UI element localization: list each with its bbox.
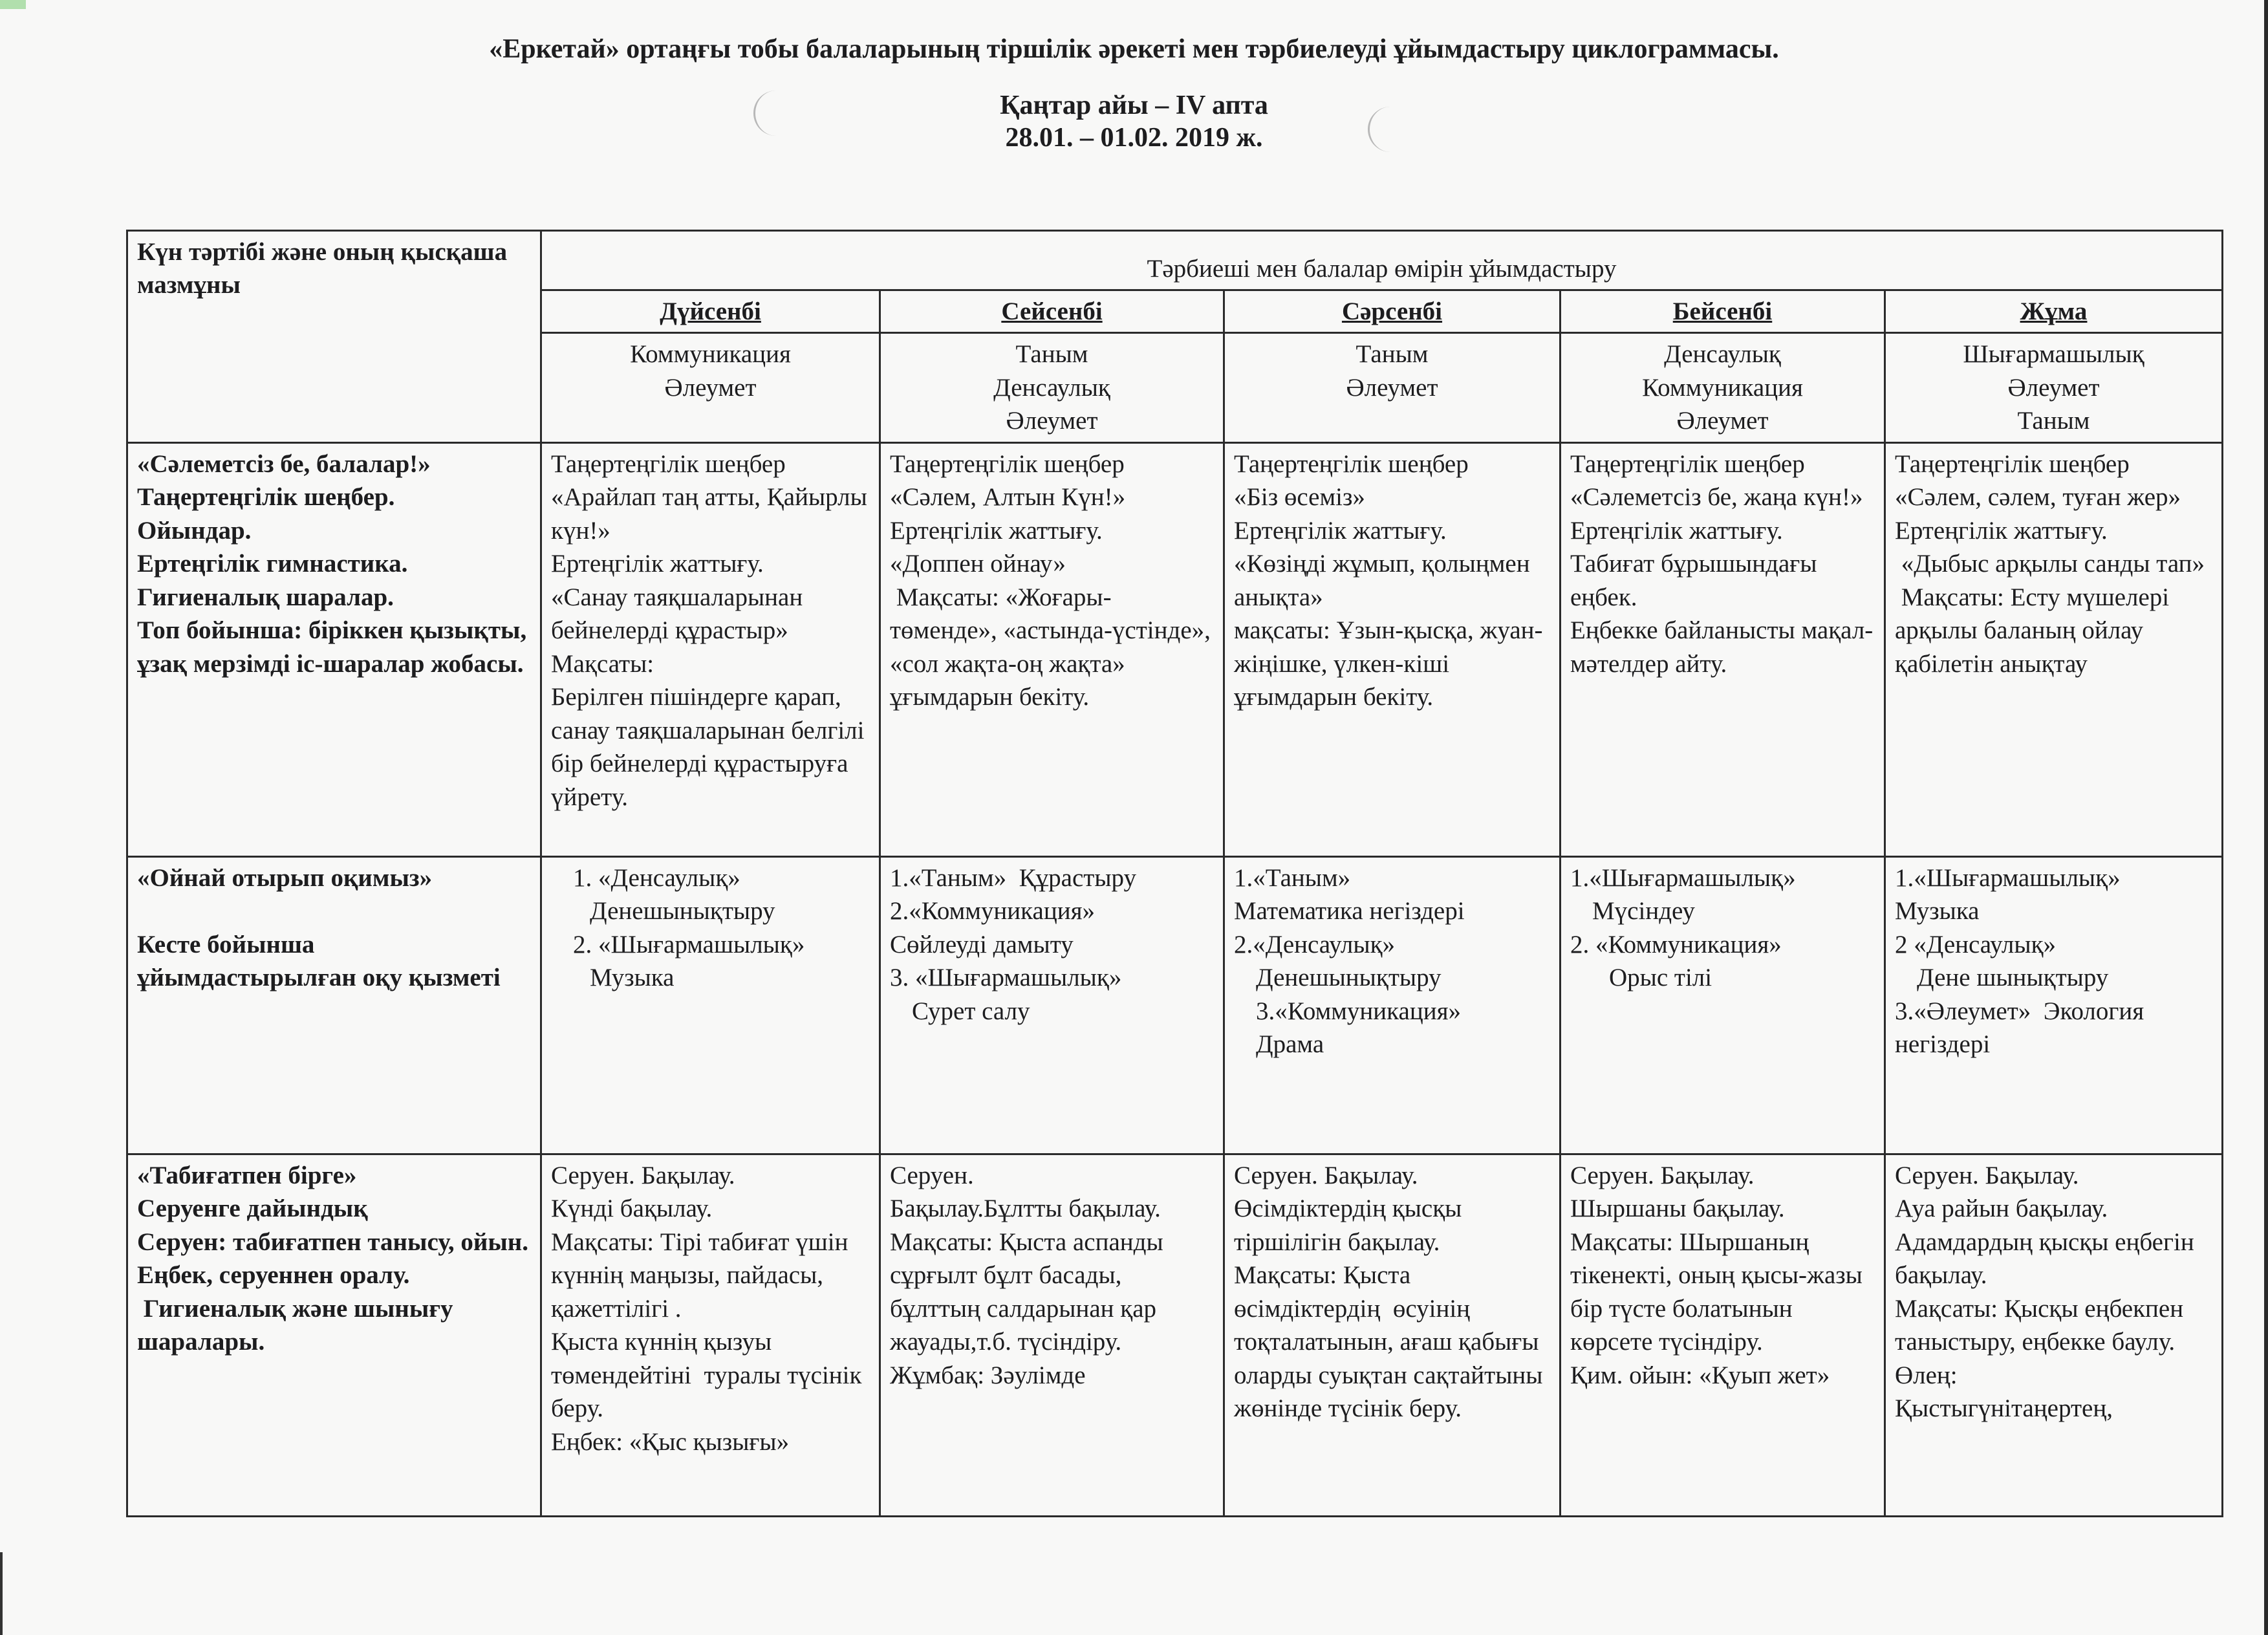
cell-line: Қыстыгүнітаңертең,: [1895, 1394, 2113, 1423]
cell-line: Мақсаты: Қыста аспанды сұрғылт бұлт басады, бұлттың салдарынан қар жауады,т.б. түсіндіру.: [890, 1228, 1170, 1356]
area-label: Денсаулық: [1664, 340, 1781, 369]
row-header-line: «Табиғатпен бірге»: [137, 1161, 357, 1189]
cell-line: Денешынықтыру: [590, 897, 775, 926]
cell-walk-thursday: [1561, 1154, 1885, 1516]
area-label: Әлеумет: [1346, 373, 1438, 402]
cell-line: Адамдардың қысқы еңбегін бақылау.: [1895, 1228, 2201, 1290]
cell-line: Мақсаты:: [551, 649, 654, 678]
day-name: Сейсенбі: [1001, 298, 1103, 325]
cell-line: Серуен. Бақылау.: [1234, 1161, 1418, 1189]
day-areas-wednesday: [1224, 333, 1561, 442]
cell-line: 2.«Денсаулық»: [1234, 930, 1396, 958]
scan-edge-left: [0, 1552, 3, 1635]
row-header-walk: [127, 1154, 541, 1516]
cell-line: 2 «Денсаулық»: [1895, 930, 2057, 958]
cell-line: 2.«Коммуникация»: [890, 897, 1096, 926]
cell-line: Орыс тілі: [1609, 964, 1712, 992]
day-areas-tuesday: [880, 333, 1224, 442]
cell-line: Қим. ойын: «Қуып жет»: [1570, 1361, 1830, 1389]
row-header-line: Топ бойынша: біріккен қызықты, ұзақ мерзімді іс-шаралар жобасы.: [137, 616, 534, 678]
corner-header: [127, 231, 541, 443]
day-areas-monday: [541, 333, 880, 442]
cell-line: Серуен. Бақылау.: [1895, 1161, 2079, 1189]
day-name: Дүйсенбі: [660, 298, 761, 325]
cell-lessons-monday: [541, 856, 880, 1154]
cell-line: Мақсаты: Шыршаның тікенекті, оның қысы-жазы бір түсте болатынын көрсете түсіндіру.: [1570, 1228, 1869, 1356]
row-header-line: Ертеңгілік гимнастика.: [137, 550, 408, 578]
scan-edge-right: [2264, 0, 2268, 1635]
cell-line: Ауа райын бақылау.: [1895, 1195, 2108, 1223]
cyclogram-table: [126, 230, 2223, 1517]
area-label: Әлеумет: [1006, 407, 1098, 435]
org-header-text: Тәрбиеші мен балалар өмірін ұйымдастыру: [1147, 254, 1617, 283]
day-name: Бейсенбі: [1672, 298, 1773, 325]
cell-line: Дене шынықтыру: [1917, 964, 2109, 992]
cell-line: 1.«Таным»: [1234, 863, 1351, 892]
cell-morning-monday: [541, 442, 880, 856]
org-header: [541, 231, 2223, 290]
row-header-line: Еңбек, серуеннен оралу.: [137, 1261, 410, 1290]
cell-line: Өсімдіктердің қысқы тіршілігін бақылау.: [1234, 1195, 1469, 1256]
cell-line: 3.«Әлеумет» Экология негіздері: [1895, 997, 2150, 1059]
cell-line: 3.«Коммуникация»: [1256, 997, 1462, 1025]
cell-line: Сурет салу: [912, 997, 1030, 1025]
cell-line: Мақсаты: Тірі табиғат үшін күннің маңызы, пайдасы, қажеттілігі .: [551, 1228, 855, 1323]
cell-morning-thursday: [1561, 442, 1885, 856]
row-header-spacer: [137, 894, 531, 927]
cell-line: Математика негіздері: [1234, 897, 1465, 926]
day-areas-friday: [1885, 333, 2223, 442]
cell-line: Еңбек: «Қыс қызығы»: [551, 1427, 790, 1456]
cell-morning-friday: [1885, 442, 2223, 856]
corner-header-text: Күн тәртібі және оның қысқаша мазмұны: [137, 238, 508, 299]
cell-line: Серуен.: [890, 1161, 974, 1189]
cell-line: «Сәлем, Алтын Күн!»: [890, 483, 1126, 512]
cell-line: Музыка: [1895, 897, 1980, 926]
area-label: Коммуникация: [630, 340, 791, 369]
area-label: Әлеумет: [2007, 373, 2100, 402]
cell-line: Музыка: [590, 964, 675, 992]
area-label: Денсаулық: [993, 373, 1110, 402]
cell-lessons-friday: [1885, 856, 2223, 1154]
day-areas-thursday: [1561, 333, 1885, 442]
row-header-morning: [127, 442, 541, 856]
area-label: Әлеумет: [664, 373, 757, 402]
cell-line: «Сәлем, сәлем, туған жер»: [1895, 483, 2181, 512]
cell-walk-friday: [1885, 1154, 2223, 1516]
cell-line: «Арайлап таң атты, Қайырлы күн!»: [551, 483, 874, 545]
cell-line: Ертеңгілік жаттығу.: [1570, 516, 1783, 545]
cell-line: Берілген пішіндерге қарап, санау таяқшаларынан белгілі бір бейнелерді құрастыруға үйрету.: [551, 683, 871, 811]
document-subtitle-month: Қаңтар айы – IV апта: [1000, 91, 1268, 120]
row-header-lessons: [127, 856, 541, 1154]
cell-line: Шыршаны бақылау.: [1570, 1195, 1785, 1223]
cell-line: 1.«Таным» Құрастыру: [890, 863, 1137, 892]
row-header-line: Ойындар.: [137, 516, 252, 545]
cell-line: Бақылау.Бұлтты бақылау.: [890, 1195, 1161, 1223]
cell-line: Сөйлеуді дамыту: [890, 930, 1074, 958]
document-subtitle-dates: 28.01. – 01.02. 2019 ж.: [1005, 123, 1263, 153]
cell-line: Күнді бақылау.: [551, 1195, 713, 1223]
cell-line: Мақсаты: Қысқы еңбекпен таныстыру, еңбекке баулу.: [1895, 1294, 2190, 1356]
cell-line: Жұмбақ: Зәулімде: [890, 1361, 1086, 1389]
day-header-tuesday: [880, 290, 1224, 333]
cell-lessons-thursday: [1561, 856, 1885, 1154]
cell-line: мақсаты: Ұзын-қысқа, жуан-жіңішке, үлкен-кіші ұғымдарын бекіту.: [1234, 616, 1543, 711]
cell-line: Драма: [1256, 1030, 1324, 1059]
row-header-line: Серуенге дайындық: [137, 1195, 368, 1223]
area-label: Таным: [1015, 340, 1088, 369]
area-label: Коммуникация: [1642, 373, 1803, 402]
cell-line: 1.«Шығармашылық»: [1895, 863, 2121, 892]
cell-line: 2. «Коммуникация»: [1570, 930, 1782, 958]
cell-line: Мақсаты: Есту мүшелері арқылы баланың ойлау қабілетін анықтау: [1895, 583, 2176, 678]
area-label: Әлеумет: [1676, 407, 1769, 435]
cell-line: Ертеңгілік жаттығу.: [551, 550, 764, 578]
cell-line: Таңертеңгілік шеңбер: [1570, 449, 1805, 478]
row-header-line: «Ойнай отырып оқимыз»: [137, 863, 433, 892]
cell-line: Ертеңгілік жаттығу.: [1234, 516, 1447, 545]
cell-line: Мақсаты: «Жоғары-төменде», «астында-үстінде», «сол жақта-оң жақта» ұғымдарын бекіту.: [890, 583, 1217, 711]
cell-walk-wednesday: [1224, 1154, 1561, 1516]
cell-line: «Санау таяқшаларынан бейнелерді құрастыр»: [551, 583, 809, 645]
cell-line: Ертеңгілік жаттығу.: [1895, 516, 2108, 545]
cell-lessons-tuesday: [880, 856, 1224, 1154]
cell-lessons-wednesday: [1224, 856, 1561, 1154]
cell-line: Таңертеңгілік шеңбер: [551, 449, 786, 478]
cell-line: «Сәлеметсіз бе, жаңа күн!»: [1570, 483, 1863, 512]
cell-line: 1.«Шығармашылық»: [1570, 863, 1796, 892]
row-header-line: Гигиеналық шаралар.: [137, 583, 394, 611]
cell-line: Мақсаты: Қыста өсімдіктердің өсуінің тоқталатынын, ағаш қабығы оларды суықтан сақтайтыны жөнінде түсінік беру.: [1234, 1261, 1552, 1423]
day-name: Жұма: [2020, 298, 2088, 325]
row-header-line: Кесте бойынша ұйымдастырылған оқу қызметі: [137, 930, 501, 992]
day-header-wednesday: [1224, 290, 1561, 333]
area-label: Таным: [2017, 407, 2090, 435]
cell-walk-tuesday: [880, 1154, 1224, 1516]
cell-line: Мүсіндеу: [1592, 897, 1695, 926]
cell-line: Серуен. Бақылау.: [551, 1161, 735, 1189]
row-header-line: Серуен: табиғатпен танысу, ойын.: [137, 1228, 528, 1256]
cell-line: Еңбекке байланысты мақал-мәтелдер айту.: [1570, 616, 1874, 678]
day-name: Сәрсенбі: [1341, 298, 1443, 325]
cell-line: Таңертеңгілік шеңбер: [1895, 449, 2130, 478]
cell-line: 1. «Денсаулық»: [573, 863, 740, 892]
cell-morning-tuesday: [880, 442, 1224, 856]
cell-line: «Доппен ойнау»: [890, 550, 1066, 578]
row-header-line: Гигиеналық және шынығу шаралары.: [137, 1294, 460, 1356]
row-header-line: «Сәлеметсіз бе, балалар!»: [137, 449, 431, 478]
cell-line: «Біз өсеміз»: [1234, 483, 1365, 512]
cell-line: 2. «Шығармашылық»: [573, 930, 805, 958]
cell-line: Таңертеңгілік шеңбер: [1234, 449, 1469, 478]
day-header-monday: [541, 290, 880, 333]
cell-line: «Дыбыс арқылы санды тап»: [1895, 550, 2205, 578]
cell-line: Ертеңгілік жаттығу.: [890, 516, 1103, 545]
row-header-line: Таңертеңгілік шеңбер.: [137, 483, 395, 512]
day-header-thursday: [1561, 290, 1885, 333]
day-header-friday: [1885, 290, 2223, 333]
cell-line: 3. «Шығармашылық»: [890, 964, 1122, 992]
cell-walk-monday: [541, 1154, 880, 1516]
area-label: Таным: [1355, 340, 1429, 369]
cell-morning-wednesday: [1224, 442, 1561, 856]
cell-line: «Көзіңді жұмып, қолыңмен анықта»: [1234, 550, 1537, 611]
area-label: Шығармашылық: [1963, 340, 2144, 369]
scan-corner-mark: [0, 0, 26, 9]
document-title: «Еркетай» ортаңғы тобы балаларының тіршілік әрекеті мен тәрбиелеуді ұйымдастыру циклограммасы.: [489, 34, 1779, 64]
cell-line: Денешынықтыру: [1256, 964, 1442, 992]
cell-line: Қыста күннің қызуы төмендейтіні туралы түсінік беру.: [551, 1328, 869, 1423]
cell-line: Таңертеңгілік шеңбер: [890, 449, 1125, 478]
cell-line: Табиғат бұрышындағы еңбек.: [1570, 550, 1824, 611]
cell-line: Өлең:: [1895, 1361, 1958, 1389]
cell-line: Серуен. Бақылау.: [1570, 1161, 1755, 1189]
